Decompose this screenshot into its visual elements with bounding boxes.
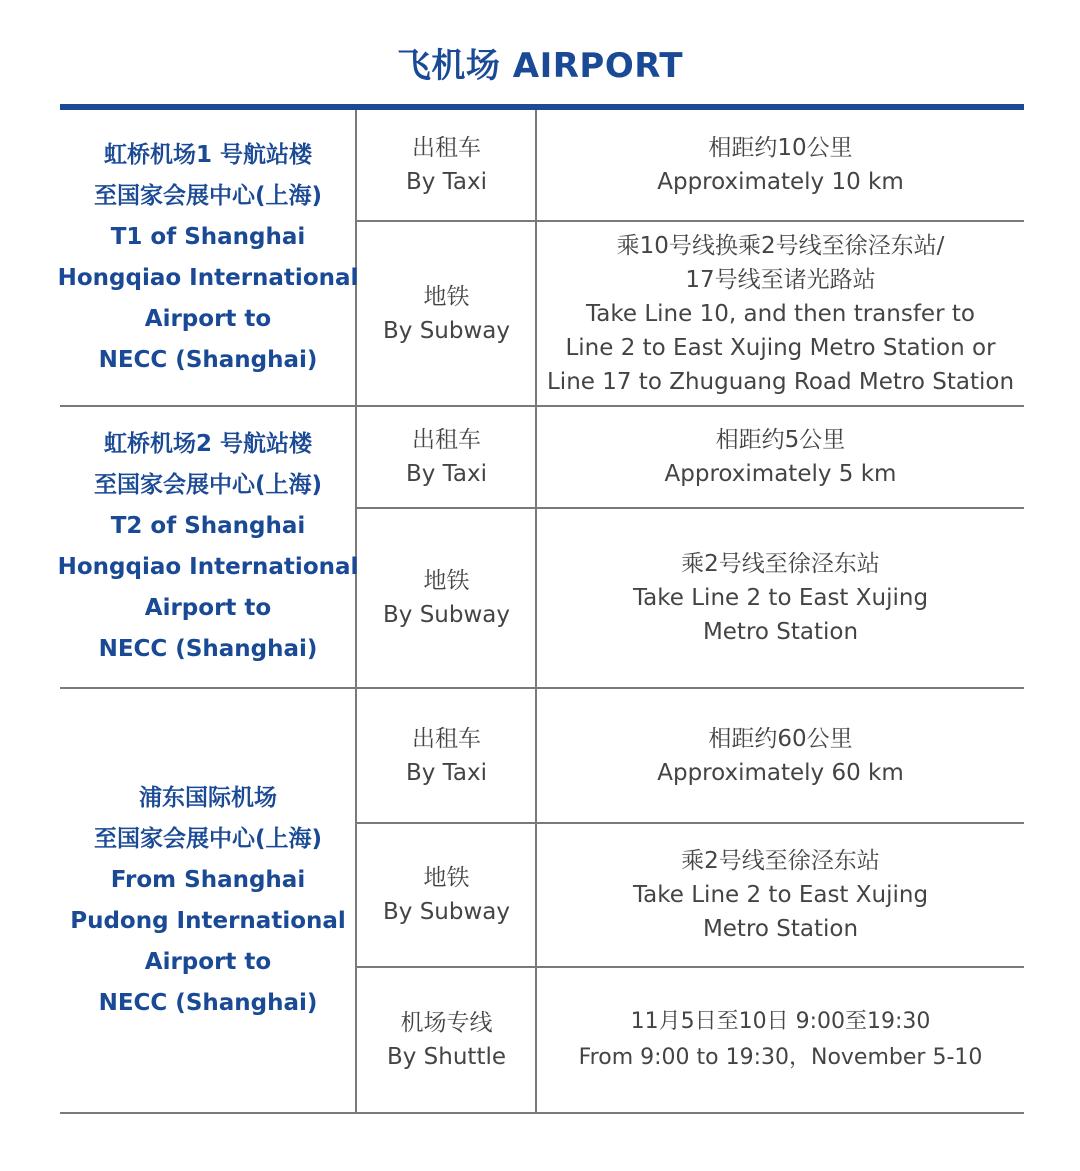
detail-line: Take Line 10, and then transfer to [586, 300, 975, 327]
mode-en: By Taxi [405, 461, 488, 487]
detail-line: 相距约10公里 [708, 135, 853, 161]
origin-cell-t1 [57, 110, 359, 405]
origin-cell-pudong [60, 689, 356, 1112]
detail-line: 乘10号线换乘2号线至徐泾东站/ [616, 232, 945, 259]
origin-line: 至国家会展中心(上海) [93, 472, 323, 498]
detail-line: 11月5日至10日 9:00至19:30 [630, 1009, 931, 1034]
mode-cn: 出租车 [412, 135, 481, 161]
mode-en: By Taxi [405, 169, 488, 195]
mode-cn: 地铁 [423, 865, 470, 891]
mode-cell-subway [357, 509, 536, 687]
origin-line: Hongqiao International [57, 554, 359, 580]
table-bottom-border [60, 1112, 1024, 1114]
detail-cell-subway [537, 824, 1024, 966]
mode-cell-taxi [357, 689, 536, 822]
detail-line: Metro Station [702, 619, 859, 645]
origin-line: Airport to [144, 595, 272, 621]
detail-line: From 9:00 to 19:30，November 5-10 [578, 1045, 983, 1070]
detail-line: 相距约60公里 [708, 725, 853, 752]
mode-cell-subway [357, 824, 536, 966]
detail-line: Approximately 10 km [657, 169, 904, 195]
detail-line: 相距约5公里 [715, 427, 846, 453]
detail-cell-subway [537, 509, 1024, 687]
origin-line: Airport to [144, 305, 272, 332]
origin-line: 至国家会展中心(上海) [93, 182, 323, 209]
mode-cell-taxi [357, 407, 536, 507]
origin-line: NECC (Shanghai) [98, 989, 318, 1016]
origin-line: Pudong International [70, 907, 346, 934]
detail-cell-taxi [537, 689, 1024, 822]
origin-line: 至国家会展中心(上海) [93, 825, 323, 852]
detail-cell-taxi [537, 110, 1024, 220]
mode-en: By Shuttle [386, 1044, 507, 1070]
origin-cell-t2 [57, 407, 359, 687]
mode-cn: 地铁 [423, 568, 470, 594]
origin-line: NECC (Shanghai) [98, 636, 318, 662]
detail-line: Approximately 60 km [657, 759, 904, 786]
mode-en: By Subway [383, 602, 510, 628]
detail-line: 乘2号线至徐泾东站 [681, 551, 880, 577]
page-title: 飞机场 AIRPORT [396, 46, 684, 86]
mode-cn: 出租车 [412, 725, 481, 752]
mode-cell-subway [357, 222, 536, 405]
mode-cell-taxi [357, 110, 536, 220]
origin-line: 虹桥机场2 号航站楼 [103, 431, 312, 457]
origin-line: T2 of Shanghai [110, 513, 306, 539]
detail-cell-subway [537, 222, 1024, 405]
origin-line: NECC (Shanghai) [98, 346, 318, 373]
detail-cell-taxi [537, 407, 1024, 507]
mode-cn: 机场专线 [400, 1010, 493, 1036]
origin-line: 浦东国际机场 [139, 784, 277, 811]
detail-line: Line 2 to East Xujing Metro Station or [565, 334, 996, 361]
detail-line: 乘2号线至徐泾东站 [681, 848, 880, 874]
mode-en: By Taxi [405, 759, 488, 786]
origin-line: From Shanghai [110, 866, 306, 893]
origin-line: 虹桥机场1 号航站楼 [103, 141, 312, 168]
detail-line: Line 17 to Zhuguang Road Metro Station [546, 368, 1015, 395]
detail-line: 17号线至诸光路站 [685, 266, 876, 293]
detail-line: Approximately 5 km [664, 461, 897, 487]
mode-cn: 地铁 [423, 283, 470, 310]
origin-line: T1 of Shanghai [110, 223, 306, 250]
detail-line: Take Line 2 to East Xujing [632, 585, 929, 611]
origin-line: Airport to [144, 948, 272, 975]
origin-line: Hongqiao International [57, 264, 359, 291]
mode-en: By Subway [383, 317, 510, 344]
mode-cn: 出租车 [412, 427, 481, 453]
mode-cell-shuttle [357, 968, 536, 1112]
detail-cell-shuttle [537, 968, 1024, 1112]
mode-en: By Subway [383, 899, 510, 925]
detail-line: Take Line 2 to East Xujing [632, 882, 929, 908]
detail-line: Metro Station [702, 916, 859, 942]
